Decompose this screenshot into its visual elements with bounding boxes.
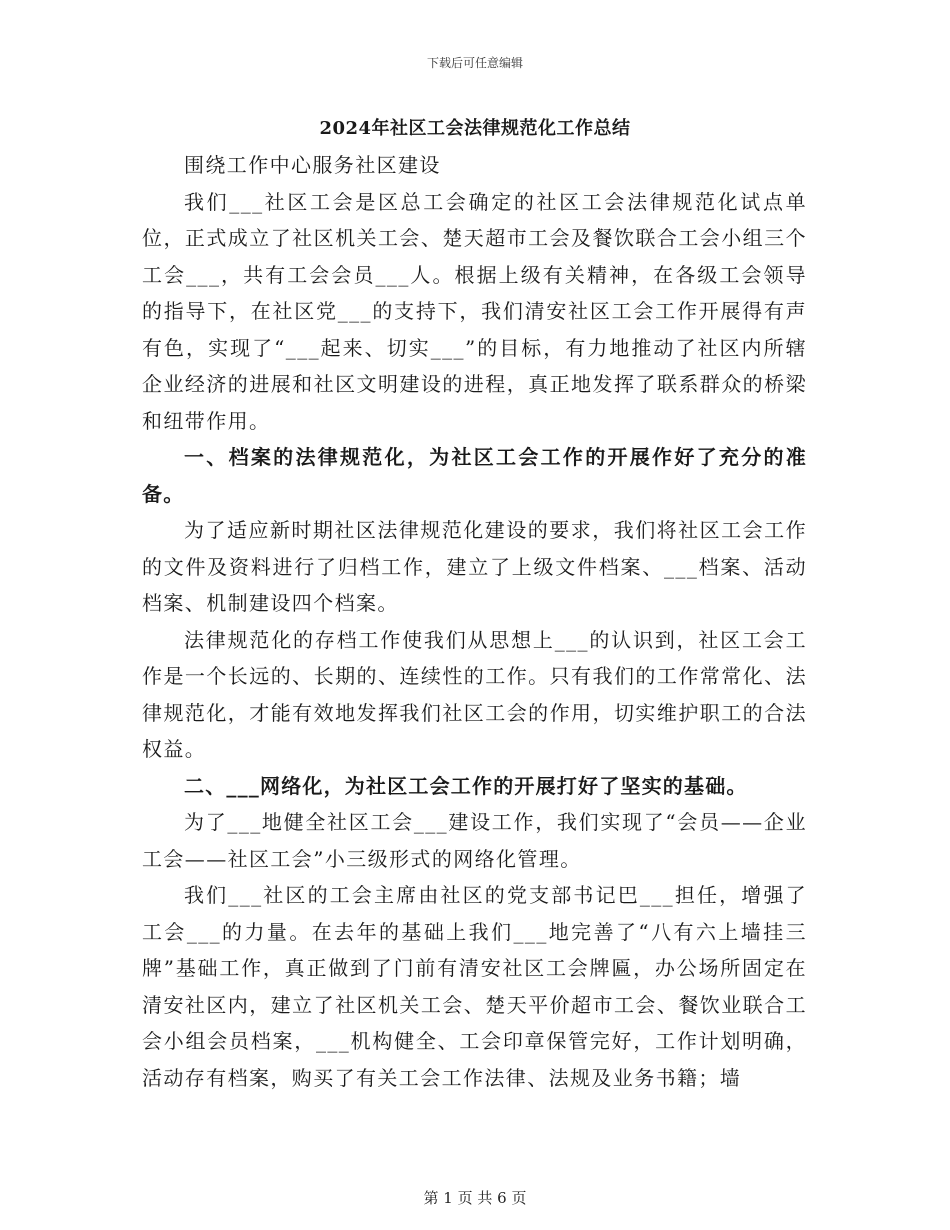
paragraph-6: 我们___社区的工会主席由社区的党支部书记巴___担任，增强了工会___的力量。在去年的基础上我们___地完善了“八有六上墙挂三牌”基础工作，真正做到了门前有清安社区工会牌匾，办公场所固定在清安社区内，建立了社区机关工会、楚天平价超市工会、餐饮业联合工会小组会员档案，___机构健全、工会印章保管完好，工作计划明确，活动存有档案，购买了有关工会工作法律、法规及业务书籍；墙 bbox=[142, 883, 807, 1090]
section-heading-1: 一、档案的法律规范化，为社区工会工作的开展作好了充分的准备。 bbox=[142, 445, 807, 506]
paragraph-3: 为了适应新时期社区法律规范化建设的要求，我们将社区工会工作的文件及资料进行了归档工作，建立了上级文件档案、___档案、活动档案、机制建设四个档案。 bbox=[142, 518, 807, 615]
paragraph-1: 围绕工作中心服务社区建设 bbox=[184, 153, 441, 177]
page-footer: 第 1 页 共 6 页 bbox=[423, 1189, 527, 1207]
paragraph-5: 为了___地健全社区工会___建设工作，我们实现了“会员——企业工会——社区工会”小三级形式的网络化管理。 bbox=[142, 810, 807, 871]
document-body bbox=[142, 147, 807, 1096]
section-heading-2: 二、___网络化，为社区工会工作的开展打好了坚实的基础。 bbox=[184, 773, 748, 798]
page-header: 下载后可任意编辑 bbox=[426, 56, 523, 70]
paragraph-4: 法律规范化的存档工作使我们从思想上___的认识到，社区工会工作是一个长远的、长期的、连续性的工作。只有我们的工作常常化、法律规范化，才能有效地发挥我们社区工会的作用，切实维护职工的合法权益。 bbox=[142, 627, 807, 761]
document-title: 2024年社区工会法律规范化工作总结 bbox=[319, 118, 631, 139]
paragraph-2: 我们___社区工会是区总工会确定的社区工会法律规范化试点单位，正式成立了社区机关工会、楚天超市工会及餐饮联合工会小组三个工会___，共有工会会员___人。根据上级有关精神，在各级工会领导的指导下，在社区党___的支持下，我们清安社区工会工作开展得有声有色，实现了“___起来、切实___”的目标，有力地推动了社区内所辖企业经济的进展和社区文明建设的进程，真正地发挥了联系群众的桥梁和纽带作用。 bbox=[142, 189, 807, 433]
